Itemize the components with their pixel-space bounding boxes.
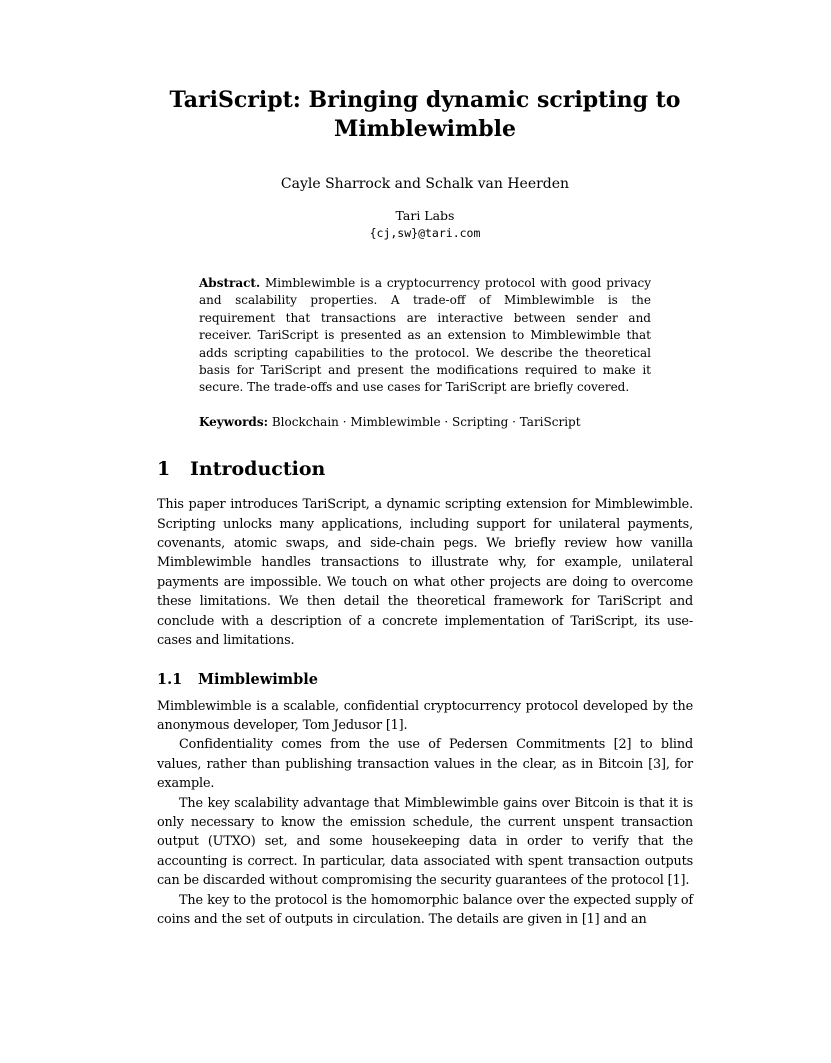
paragraph: The key to the protocol is the homomorphic balance over the expected supply of coins and the set of outputs in circulation. The details are given in [1] and an <box>157 892 693 927</box>
keywords-label: Keywords: <box>199 414 269 429</box>
affiliation: Tari Labs <box>395 208 455 223</box>
text-column <box>157 0 693 929</box>
abstract-label: Abstract. <box>199 276 261 290</box>
paragraph: The key scalability advantage that Mimblewimble gains over Bitcoin is that it is only necessary to know the emission schedule, the current unspent transaction output (UTXO) set, and some housekeeping data in order to verify that the accounting is correct. In particular, data associated with spent transaction outputs can be discarded without compromising the security guarantees of the protocol [1]. <box>157 795 693 889</box>
email-address: {cj,sw}@tari.com <box>369 226 481 240</box>
section-heading-introduction <box>157 458 693 481</box>
keywords-text: Blockchain · Mimblewimble · Scripting · TariScript <box>271 414 581 429</box>
paper-title: TariScript: Bringing dynamic scripting to Mimblewimble <box>169 87 681 142</box>
paragraph: This paper introduces TariScript, a dynamic scripting extension for Mimblewimble. Scripting unlocks many applications, including support for unilateral payments, covenants, atomic swaps, and side-chain pegs. We briefly review how vanilla Mimblewimble handles transactions to illustrate why, for example, unilateral payments are impossible. We touch on what other projects are doing to overcome these limitations. We then detail the theoretical framework for TariScript and conclude with a description of a concrete implementation of TariScript, its use-cases and limitations. <box>157 497 693 649</box>
section-number: 1 <box>157 458 171 481</box>
subsection-title: Mimblewimble <box>198 670 318 688</box>
paragraph: Confidentiality comes from the use of Pedersen Commitments [2] to blind values, rather than publishing transaction values in the clear, as in Bitcoin [3], for example. <box>157 737 693 792</box>
authors-line: Cayle Sharrock and Schalk van Heerden <box>280 176 570 192</box>
keywords <box>199 414 651 431</box>
section-title: Introduction <box>190 458 326 481</box>
subsection-heading-mimblewimble <box>157 671 693 689</box>
abstract <box>199 275 651 397</box>
paragraph: Mimblewimble is a scalable, confidential cryptocurrency protocol developed by the anonymous developer, Tom Jedusor [1]. <box>157 698 693 733</box>
abstract-text: Mimblewimble is a cryptocurrency protocol with good privacy and scalability properties. A trade-off of Mimblewimble is the requirement that transactions are interactive between sender and receiver. TariScript is presented as an extension to Mimblewimble that adds scripting capabilities to the protocol. We describe the theoretical basis for TariScript and present the modifications required to make it secure. The trade-offs and use cases for TariScript are briefly covered. <box>199 276 651 395</box>
subsection-number: 1.1 <box>157 670 183 688</box>
